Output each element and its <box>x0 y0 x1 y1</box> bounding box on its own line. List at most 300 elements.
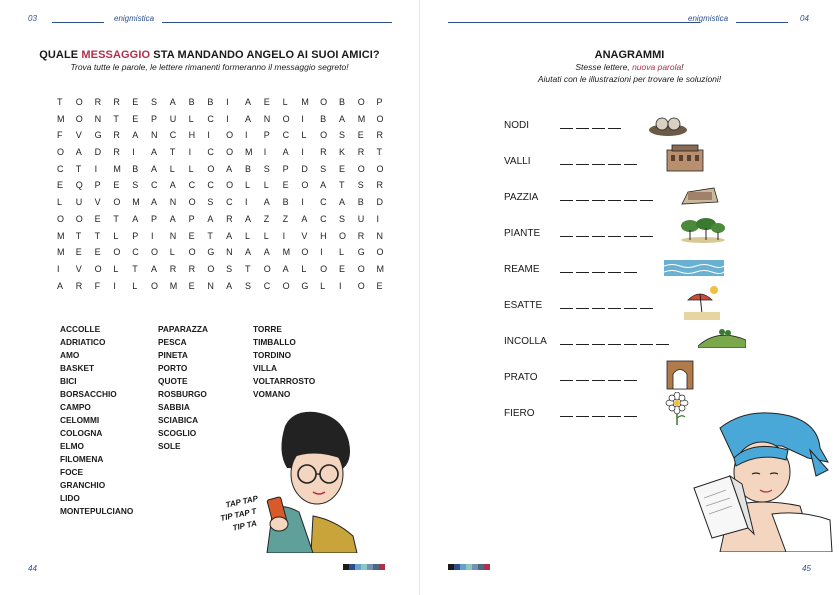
answer-blanks[interactable] <box>560 264 640 273</box>
grid-letter[interactable]: R <box>113 147 120 158</box>
grid-letter[interactable]: O <box>94 263 102 274</box>
letter-blank[interactable] <box>624 156 637 165</box>
answer-blanks[interactable] <box>560 300 656 309</box>
letter-blank[interactable] <box>592 336 605 345</box>
grid-letter[interactable]: E <box>94 213 101 224</box>
grid-letter[interactable]: S <box>150 97 157 107</box>
letter-blank[interactable] <box>608 192 621 201</box>
grid-letter[interactable]: E <box>57 180 64 191</box>
grid-letter[interactable]: I <box>188 147 192 158</box>
letter-blank[interactable] <box>624 336 637 345</box>
grid-letter[interactable]: S <box>226 263 233 274</box>
grid-letter[interactable]: S <box>207 197 214 208</box>
letter-blank[interactable] <box>624 408 637 417</box>
grid-letter[interactable]: M <box>376 263 385 274</box>
grid-letter[interactable]: I <box>226 113 229 124</box>
grid-letter[interactable]: E <box>132 113 139 124</box>
grid-letter[interactable]: O <box>357 97 365 107</box>
grid-letter[interactable]: P <box>376 97 383 107</box>
grid-row <box>57 247 395 264</box>
grid-letter[interactable]: I <box>94 163 98 174</box>
grid-letter[interactable]: N <box>169 197 177 208</box>
grid-letter[interactable]: M <box>282 247 291 258</box>
grid-letter[interactable]: E <box>282 180 289 191</box>
grid-letter[interactable]: B <box>244 163 251 174</box>
letter-blank[interactable] <box>608 300 621 309</box>
girl-reading-illustration <box>690 410 835 552</box>
letter-blank[interactable] <box>560 300 573 309</box>
letter-blank[interactable] <box>624 192 637 201</box>
word-list-item: PORTO <box>158 363 188 373</box>
grid-letter[interactable]: L <box>113 263 119 274</box>
grid-letter[interactable]: V <box>94 197 101 208</box>
grid-letter[interactable]: M <box>244 147 253 158</box>
grid-letter[interactable]: D <box>94 147 102 158</box>
grid-letter[interactable]: B <box>207 97 214 107</box>
grid-letter[interactable]: A <box>150 263 157 274</box>
grid-letter[interactable]: O <box>75 113 83 124</box>
grid-letter[interactable]: L <box>57 197 63 208</box>
grid-letter[interactable]: T <box>132 263 138 274</box>
grid-letter[interactable]: S <box>132 180 139 191</box>
title-part: QUALE <box>39 49 82 61</box>
grid-letter[interactable]: T <box>94 230 101 241</box>
letter-blank[interactable] <box>560 156 573 165</box>
grid-letter[interactable]: S <box>263 163 270 174</box>
grid-letter[interactable]: D <box>301 163 308 174</box>
letter-blank[interactable] <box>560 228 573 237</box>
grid-letter[interactable]: S <box>338 130 345 141</box>
anagram-row <box>504 264 834 294</box>
grid-letter[interactable]: B <box>320 113 327 124</box>
grid-letter[interactable]: C <box>282 130 290 141</box>
letter-blank[interactable] <box>560 192 573 201</box>
grid-letter[interactable]: E <box>132 97 139 107</box>
grid-letter[interactable]: R <box>357 230 365 241</box>
grid-letter[interactable]: O <box>320 263 328 274</box>
grid-letter[interactable]: I <box>244 130 248 141</box>
answer-blanks[interactable] <box>560 372 640 381</box>
grid-letter[interactable]: G <box>301 280 309 291</box>
grid-letter[interactable]: N <box>226 247 233 258</box>
answer-blanks[interactable] <box>560 408 640 417</box>
letter-blank[interactable] <box>560 120 573 129</box>
grid-letter[interactable]: S <box>357 180 364 191</box>
grid-letter[interactable]: C <box>207 180 214 191</box>
grid-letter[interactable]: G <box>94 130 102 141</box>
grid-letter[interactable]: R <box>113 97 120 107</box>
grid-letter[interactable]: M <box>113 163 121 174</box>
grid-letter[interactable]: H <box>320 230 327 241</box>
grid-letter[interactable]: C <box>320 197 327 208</box>
grid-letter[interactable]: O <box>113 197 121 208</box>
grid-letter[interactable]: E <box>188 280 195 291</box>
grid-letter[interactable]: T <box>169 147 176 158</box>
grid-letter[interactable]: N <box>376 230 384 241</box>
grid-letter[interactable]: N <box>94 113 102 124</box>
answer-blanks[interactable] <box>560 228 656 237</box>
grid-letter[interactable]: A <box>282 147 289 158</box>
grid-letter[interactable]: R <box>376 180 384 191</box>
grid-letter[interactable]: B <box>338 97 345 107</box>
grid-letter[interactable]: O <box>376 247 384 258</box>
grid-letter[interactable]: R <box>169 263 177 274</box>
grid-letter[interactable]: A <box>57 280 64 291</box>
grid-letter[interactable]: L <box>244 230 250 241</box>
grid-letter[interactable]: O <box>188 197 196 208</box>
grid-letter[interactable]: A <box>244 97 251 107</box>
grid-letter[interactable]: O <box>57 147 65 158</box>
grid-letter[interactable]: C <box>57 163 64 174</box>
grid-letter[interactable]: I <box>320 247 323 258</box>
grid-letter[interactable]: L <box>113 230 119 241</box>
grid-letter[interactable]: O <box>357 163 365 174</box>
grid-letter[interactable]: E <box>357 130 364 141</box>
letter-blank[interactable] <box>576 264 589 273</box>
grid-letter[interactable]: A <box>244 113 251 124</box>
grid-letter[interactable]: O <box>57 213 65 224</box>
grid-letter[interactable]: O <box>320 130 328 141</box>
grid-letter[interactable]: L <box>188 163 194 174</box>
grid-letter[interactable]: B <box>132 163 139 174</box>
letter-blank[interactable] <box>640 300 653 309</box>
grid-letter[interactable]: T <box>376 147 383 158</box>
letter-blank[interactable] <box>640 192 653 201</box>
grid-letter[interactable]: T <box>113 213 119 224</box>
answer-blanks[interactable] <box>560 120 624 129</box>
word-list-item: BASKET <box>60 363 95 373</box>
grid-letter[interactable]: M <box>57 247 65 258</box>
letter-blank[interactable] <box>592 192 605 201</box>
grid-letter[interactable]: C <box>263 280 271 291</box>
word-list-item: ROSBURGO <box>158 389 207 399</box>
grid-letter[interactable]: M <box>169 280 178 291</box>
word-list-item: VILLA <box>253 363 277 373</box>
letter-blank[interactable] <box>608 336 621 345</box>
grid-letter[interactable]: V <box>301 230 308 241</box>
letter-blank[interactable] <box>576 300 589 309</box>
letter-blank[interactable] <box>624 300 637 309</box>
grid-letter[interactable]: N <box>150 130 158 141</box>
grid-letter[interactable]: I <box>207 130 210 141</box>
grid-letter[interactable]: A <box>263 247 270 258</box>
grid-letter[interactable]: R <box>226 213 233 224</box>
grid-letter[interactable]: Q <box>75 180 83 191</box>
letter-blank[interactable] <box>608 264 621 273</box>
word-list-item: PAPARAZZA <box>158 324 208 334</box>
letter-blank[interactable] <box>608 120 621 129</box>
grid-letter[interactable]: O <box>226 147 234 158</box>
grid-letter[interactable]: V <box>75 130 82 141</box>
grid-letter[interactable]: B <box>357 197 364 208</box>
grid-letter[interactable]: E <box>338 163 345 174</box>
grid-letter[interactable]: A <box>150 197 157 208</box>
answer-blanks[interactable] <box>560 336 672 345</box>
letter-blank[interactable] <box>640 336 653 345</box>
grid-row <box>57 130 395 147</box>
grid-letter[interactable]: A <box>282 263 289 274</box>
grid-letter[interactable]: L <box>169 163 175 174</box>
grid-letter[interactable]: M <box>357 113 366 124</box>
grid-letter[interactable]: I <box>376 213 380 224</box>
letter-blank[interactable] <box>560 372 573 381</box>
header-rule <box>736 22 788 23</box>
anagram-row <box>504 228 834 258</box>
grid-letter[interactable]: A <box>150 163 157 174</box>
grid-letter[interactable]: O <box>226 130 234 141</box>
grid-letter[interactable]: L <box>188 113 194 124</box>
letter-blank[interactable] <box>592 372 605 381</box>
grid-letter[interactable]: U <box>357 213 365 224</box>
grid-letter[interactable]: G <box>357 247 365 258</box>
grid-letter[interactable]: T <box>57 97 63 107</box>
grid-letter[interactable]: E <box>376 280 383 291</box>
grid-letter[interactable]: R <box>75 280 83 291</box>
letter-blank[interactable] <box>592 300 605 309</box>
letter-blank[interactable] <box>592 156 605 165</box>
grid-letter[interactable]: E <box>94 247 101 258</box>
letter-blank[interactable] <box>608 228 621 237</box>
grid-letter[interactable]: A <box>75 147 82 158</box>
grid-letter[interactable]: N <box>263 113 271 124</box>
grid-letter[interactable]: A <box>226 280 233 291</box>
grid-letter[interactable]: L <box>263 230 269 241</box>
grid-letter[interactable]: O <box>207 163 215 174</box>
grid-letter[interactable]: R <box>94 97 102 107</box>
grid-letter[interactable]: O <box>301 180 309 191</box>
letter-blank[interactable] <box>576 372 589 381</box>
grid-letter[interactable]: V <box>75 263 82 274</box>
grid-letter[interactable]: E <box>75 247 82 258</box>
grid-letter[interactable]: U <box>75 197 83 208</box>
grid-letter[interactable]: I <box>282 230 286 241</box>
letter-blank[interactable] <box>640 228 653 237</box>
grid-letter[interactable]: O <box>282 113 290 124</box>
grid-letter[interactable]: O <box>188 247 196 258</box>
grid-letter[interactable]: A <box>244 247 251 258</box>
letter-blank[interactable] <box>576 120 589 129</box>
letter-blank[interactable] <box>576 228 589 237</box>
header-rule <box>162 22 392 23</box>
grid-letter[interactable]: M <box>57 113 65 124</box>
grid-letter[interactable]: R <box>376 130 384 141</box>
grid-letter[interactable]: T <box>75 230 82 241</box>
grid-letter[interactable]: L <box>320 280 326 291</box>
grid-letter[interactable]: M <box>57 230 65 241</box>
grid-letter[interactable]: I <box>226 97 229 107</box>
grid-letter[interactable]: I <box>301 147 304 158</box>
grid-letter[interactable]: H <box>188 130 196 141</box>
grid-letter[interactable]: I <box>113 280 116 291</box>
grid-letter[interactable]: Z <box>263 213 270 224</box>
letter-blank[interactable] <box>624 372 637 381</box>
grid-letter[interactable]: L <box>282 97 288 107</box>
grid-letter[interactable]: A <box>207 213 214 224</box>
grid-letter[interactable]: U <box>169 113 177 124</box>
letter-blank[interactable] <box>592 228 605 237</box>
letter-blank[interactable] <box>608 408 621 417</box>
grid-letter[interactable]: I <box>57 263 60 274</box>
letter-blank[interactable] <box>576 192 589 201</box>
grid-letter[interactable]: F <box>57 130 63 141</box>
grid-letter[interactable]: O <box>226 180 234 191</box>
grid-letter[interactable]: O <box>113 247 121 258</box>
grid-letter[interactable]: C <box>320 213 327 224</box>
grid-letter[interactable]: P <box>150 213 157 224</box>
grid-letter[interactable]: Z <box>282 213 289 224</box>
grid-letter[interactable]: O <box>207 263 215 274</box>
grid-letter[interactable]: I <box>263 147 267 158</box>
letter-blank[interactable] <box>560 336 573 345</box>
grid-letter[interactable]: I <box>338 280 342 291</box>
grid-letter[interactable]: L <box>132 280 138 291</box>
grid-row <box>57 164 395 181</box>
grid-letter[interactable]: A <box>150 147 157 158</box>
grid-letter[interactable]: I <box>301 113 304 124</box>
letter-blank[interactable] <box>560 264 573 273</box>
grid-letter[interactable]: L <box>301 263 307 274</box>
grid-letter[interactable]: A <box>169 213 176 224</box>
grid-letter[interactable]: E <box>338 263 345 274</box>
grid-letter[interactable]: R <box>113 130 120 141</box>
answer-blanks[interactable] <box>560 192 656 201</box>
grid-letter[interactable]: P <box>188 213 195 224</box>
grid-letter[interactable]: A <box>132 213 139 224</box>
grid-letter[interactable]: T <box>113 113 119 124</box>
grid-letter[interactable]: L <box>301 130 307 141</box>
grid-letter[interactable]: A <box>169 180 176 191</box>
running-head-label: enigmistica <box>688 14 729 23</box>
grid-letter[interactable]: L <box>169 247 175 258</box>
anagram-word: ESATTE <box>504 300 543 311</box>
anagram-word: REAME <box>504 264 540 275</box>
grid-letter[interactable]: O <box>150 280 158 291</box>
grid-letter[interactable]: T <box>338 180 345 191</box>
anagram-word: PRATO <box>504 372 538 383</box>
grid-letter[interactable]: O <box>320 97 328 107</box>
grid-letter[interactable]: K <box>338 147 345 158</box>
grid-letter[interactable]: I <box>132 147 135 158</box>
letter-blank[interactable] <box>624 228 637 237</box>
grid-letter[interactable]: R <box>357 147 365 158</box>
word-list-item: ACCOLLE <box>60 324 101 334</box>
grid-letter[interactable]: O <box>263 263 271 274</box>
grid-letter[interactable]: A <box>132 130 139 141</box>
grid-letter[interactable]: C <box>150 180 158 191</box>
square-icon <box>680 184 720 213</box>
grid-letter[interactable]: A <box>320 180 327 191</box>
color-swatches <box>448 564 490 570</box>
letter-blank[interactable] <box>576 408 589 417</box>
grid-letter[interactable]: S <box>244 280 251 291</box>
letter-blank[interactable] <box>576 156 589 165</box>
grid-letter[interactable]: A <box>338 197 345 208</box>
grid-letter[interactable]: L <box>244 180 250 191</box>
word-list-item: SABBIA <box>158 402 190 412</box>
letter-blank[interactable] <box>576 336 589 345</box>
grid-letter[interactable]: O <box>357 263 365 274</box>
letter-blank[interactable] <box>560 408 573 417</box>
letter-blank[interactable] <box>592 264 605 273</box>
grid-letter[interactable]: E <box>263 97 270 107</box>
grid-letter[interactable]: O <box>301 247 309 258</box>
grid-letter[interactable]: S <box>320 163 327 174</box>
grid-letter[interactable]: I <box>301 197 304 208</box>
grid-letter[interactable]: O <box>338 230 346 241</box>
answer-blanks[interactable] <box>560 156 640 165</box>
grid-letter[interactable]: B <box>282 197 289 208</box>
grid-letter[interactable]: I <box>244 197 248 208</box>
grid-letter[interactable]: A <box>244 213 251 224</box>
grid-letter[interactable]: N <box>207 280 214 291</box>
grid-letter[interactable]: A <box>169 97 176 107</box>
grid-letter[interactable]: G <box>207 247 215 258</box>
building-icon <box>666 144 704 177</box>
letter-blank[interactable] <box>656 336 669 345</box>
pinewood-icon <box>680 216 726 249</box>
grid-letter[interactable]: A <box>226 230 233 241</box>
grid-letter[interactable]: A <box>301 213 308 224</box>
grid-letter[interactable]: C <box>188 180 196 191</box>
grid-letter[interactable]: M <box>132 197 140 208</box>
grid-letter[interactable]: C <box>132 247 139 258</box>
grid-letter[interactable]: P <box>263 130 270 141</box>
word-list-item: CELOMMI <box>60 415 100 425</box>
grid-letter[interactable]: M <box>301 97 309 107</box>
letter-blank[interactable] <box>624 264 637 273</box>
grid-letter[interactable]: C <box>207 147 214 158</box>
grid-letter[interactable]: O <box>376 163 384 174</box>
grid-letter[interactable]: A <box>226 163 233 174</box>
grid-letter[interactable]: O <box>75 213 83 224</box>
grid-letter[interactable]: T <box>75 163 82 174</box>
letter-blank[interactable] <box>592 120 605 129</box>
grid-letter[interactable]: O <box>376 113 384 124</box>
letter-blank[interactable] <box>592 408 605 417</box>
grid-letter[interactable]: O <box>150 247 158 258</box>
grid-letter[interactable]: O <box>75 97 83 107</box>
grid-letter[interactable]: B <box>188 97 195 107</box>
grid-letter[interactable]: I <box>150 230 154 241</box>
grid-letter[interactable]: P <box>150 113 157 124</box>
grid-letter[interactable]: O <box>282 280 290 291</box>
grid-letter[interactable]: T <box>244 263 251 274</box>
grid-letter[interactable]: R <box>188 263 196 274</box>
grid-letter[interactable]: A <box>338 113 345 124</box>
grid-letter[interactable]: C <box>226 197 233 208</box>
grid-letter[interactable]: P <box>282 163 289 174</box>
grid-letter[interactable]: E <box>188 230 195 241</box>
grid-letter[interactable]: T <box>207 230 213 241</box>
grid-letter[interactable]: F <box>94 280 101 291</box>
letter-blank[interactable] <box>608 156 621 165</box>
grid-letter[interactable]: L <box>338 247 344 258</box>
grid-letter[interactable]: P <box>132 230 139 241</box>
grid-letter[interactable]: C <box>169 130 177 141</box>
grid-letter[interactable]: R <box>320 147 327 158</box>
grid-letter[interactable]: D <box>376 197 384 208</box>
word-list-item: VOMANO <box>253 389 291 399</box>
grid-letter[interactable]: C <box>207 113 214 124</box>
grid-letter[interactable]: A <box>263 197 270 208</box>
grid-letter[interactable]: P <box>94 180 101 191</box>
grid-letter[interactable]: S <box>338 213 345 224</box>
grid-letter[interactable]: O <box>357 280 365 291</box>
letter-blank[interactable] <box>608 372 621 381</box>
grid-letter[interactable]: L <box>263 180 269 191</box>
grid-letter[interactable]: N <box>169 230 177 241</box>
grid-letter[interactable]: E <box>113 180 120 191</box>
